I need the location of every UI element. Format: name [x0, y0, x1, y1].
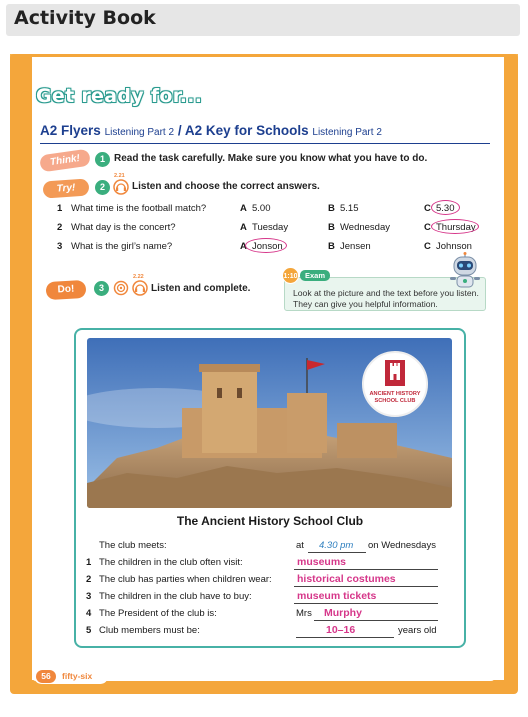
- field-suffix: on Wednesdays: [368, 540, 436, 551]
- option-text-selected[interactable]: Thursday: [436, 222, 476, 233]
- club-title: The Ancient History School Club: [176, 514, 364, 528]
- answer-circle: [431, 200, 460, 215]
- option-text[interactable]: 5.00: [252, 203, 271, 214]
- field-suffix: years old: [398, 625, 437, 636]
- answer-line: [294, 586, 438, 587]
- form-row: [86, 557, 454, 574]
- exam-key-part: Listening Part 2: [312, 127, 382, 138]
- option-letter: B: [328, 222, 335, 233]
- page-number-word: fifty-six: [62, 671, 93, 681]
- question-text: What day is the concert?: [71, 222, 176, 233]
- try-instruction: Listen and choose the correct answers.: [132, 181, 320, 192]
- option-text-selected[interactable]: 5.30: [436, 203, 455, 214]
- answer-line: [314, 620, 438, 621]
- try-tag: Try!: [42, 178, 89, 198]
- form-row: [86, 625, 454, 642]
- listen-target-icon: [113, 280, 129, 296]
- form-row: [86, 591, 454, 608]
- answer-field[interactable]: Murphy: [324, 607, 362, 619]
- answer-circle: [431, 219, 479, 234]
- field-number: 2: [86, 574, 92, 585]
- option-text[interactable]: Johnson: [436, 241, 472, 252]
- question-number: 1: [57, 203, 63, 214]
- option-letter: C: [424, 203, 431, 214]
- field-label: The club has parties when children wear:: [99, 574, 272, 585]
- exam-key: A2 Key for Schools: [184, 123, 309, 138]
- answer-field[interactable]: 10–16: [326, 624, 356, 636]
- banner-title: Get ready for...: [36, 85, 203, 107]
- page-number: 56: [36, 670, 56, 683]
- step-number-2: 2: [95, 180, 110, 195]
- answer-field[interactable]: museums: [297, 556, 347, 568]
- audio-track-number: 2.21: [114, 173, 125, 179]
- answer-field[interactable]: historical costumes: [297, 573, 396, 585]
- field-number: 3: [86, 591, 92, 602]
- option-text-selected[interactable]: Jonson: [252, 241, 283, 252]
- field-prefix: at: [296, 540, 304, 551]
- form-row: [86, 608, 454, 625]
- do-instruction: Listen and complete.: [151, 283, 251, 294]
- exam-tag: Exam: [300, 270, 330, 281]
- exam-flyers-part: Listening Part 2: [104, 127, 175, 138]
- option-letter: B: [328, 241, 335, 252]
- field-label: The club meets:: [99, 540, 167, 551]
- answer-field[interactable]: museum tickets: [297, 590, 377, 602]
- option-letter: A: [240, 222, 247, 233]
- question-text: What is the girl’s name?: [71, 241, 173, 252]
- think-tag: Think!: [39, 149, 91, 173]
- question-number: 2: [57, 222, 63, 233]
- think-instruction: Read the task carefully. Make sure you know what you have to do.: [114, 153, 428, 164]
- exam-separator: /: [177, 123, 182, 138]
- option-letter: B: [328, 203, 335, 214]
- option-letter: A: [240, 203, 247, 214]
- audio-track-icon[interactable]: [132, 280, 148, 296]
- exam-flyers: A2 Flyers: [40, 123, 101, 138]
- field-label: Club members must be:: [99, 625, 200, 636]
- field-number: 1: [86, 557, 92, 568]
- exam-tip-text: Look at the picture and the text before you listen. They can give you helpful information.: [293, 288, 479, 309]
- field-label: The President of the club is:: [99, 608, 217, 619]
- do-tag: Do!: [46, 280, 87, 300]
- answer-line: [294, 569, 438, 570]
- field-label: The children in the club have to buy:: [99, 591, 252, 602]
- castle-logo-icon: [385, 360, 405, 386]
- option-letter: A: [240, 241, 247, 252]
- example-answer: 4.30 pm: [319, 540, 354, 551]
- option-text[interactable]: Wednesday: [340, 222, 390, 233]
- robot-mascot-icon: [447, 252, 483, 290]
- answer-line: [308, 552, 366, 553]
- answer-line: [294, 603, 438, 604]
- question-number: 3: [57, 241, 63, 252]
- field-label: The children in the club often visit:: [99, 557, 243, 568]
- exam-tip-badge: 1:10: [282, 267, 299, 284]
- book-title: Activity Book: [14, 7, 156, 29]
- audio-track-number: 2.22: [133, 274, 144, 280]
- field-prefix: Mrs: [296, 608, 312, 619]
- club-meets-row: [86, 540, 454, 557]
- step-number-1: 1: [95, 152, 110, 167]
- option-letter: C: [424, 241, 431, 252]
- answer-line: [296, 637, 394, 638]
- option-text[interactable]: 5.15: [340, 203, 359, 214]
- answer-circle: [245, 238, 287, 253]
- exam-underline: [40, 143, 490, 144]
- exam-heading: [40, 123, 382, 138]
- question-text: What time is the football match?: [71, 203, 207, 214]
- form-row: [86, 574, 454, 591]
- audio-track-icon[interactable]: [113, 179, 129, 195]
- option-text[interactable]: Jensen: [340, 241, 371, 252]
- option-letter: C: [424, 222, 431, 233]
- option-text[interactable]: Tuesday: [252, 222, 289, 233]
- step-number-3: 3: [94, 281, 109, 296]
- field-number: 5: [86, 625, 92, 636]
- club-logo-text: ANCIENT HISTORY SCHOOL CLUB: [369, 391, 421, 404]
- field-number: 4: [86, 608, 92, 619]
